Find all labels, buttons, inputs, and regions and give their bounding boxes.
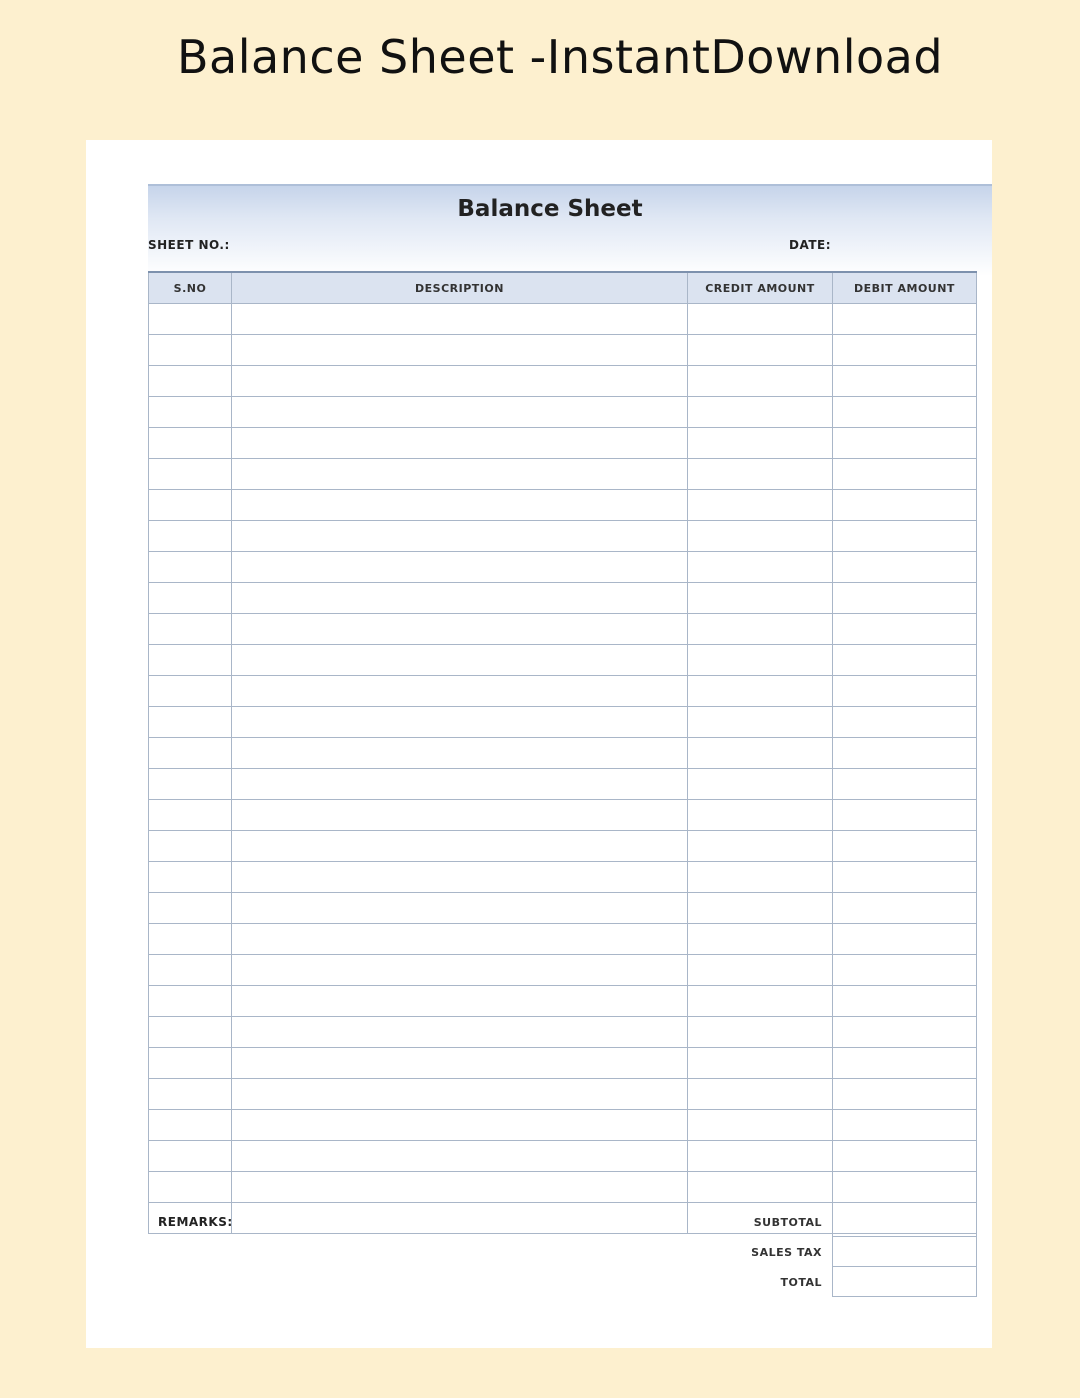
debit-amount-cell[interactable] — [832, 1048, 977, 1078]
sno-cell[interactable] — [148, 1172, 231, 1202]
sno-cell[interactable] — [148, 552, 231, 582]
description-cell[interactable] — [231, 366, 687, 396]
sno-cell[interactable] — [148, 1079, 231, 1109]
total-row — [714, 1267, 977, 1297]
credit-amount-cell[interactable] — [687, 1048, 832, 1078]
debit-amount-cell[interactable] — [832, 769, 977, 799]
description-cell[interactable] — [231, 1079, 687, 1109]
column-header-sno: S.NO — [148, 273, 231, 303]
debit-amount-cell[interactable] — [832, 614, 977, 644]
subtotal-field[interactable] — [832, 1207, 977, 1237]
sno-cell[interactable] — [148, 924, 231, 954]
credit-amount-cell[interactable] — [687, 738, 832, 768]
sno-cell[interactable] — [148, 614, 231, 644]
debit-amount-cell[interactable] — [832, 707, 977, 737]
debit-amount-cell[interactable] — [832, 862, 977, 892]
sno-cell[interactable] — [148, 335, 231, 365]
table-row — [148, 459, 977, 490]
sno-cell[interactable] — [148, 986, 231, 1016]
sno-cell[interactable] — [148, 955, 231, 985]
credit-amount-cell[interactable] — [687, 521, 832, 551]
debit-amount-cell[interactable] — [832, 986, 977, 1016]
description-cell[interactable] — [231, 583, 687, 613]
debit-amount-cell[interactable] — [832, 490, 977, 520]
description-cell[interactable] — [231, 552, 687, 582]
description-cell[interactable] — [231, 1203, 687, 1233]
sno-cell[interactable] — [148, 459, 231, 489]
debit-amount-cell[interactable] — [832, 304, 977, 334]
credit-amount-cell[interactable] — [687, 335, 832, 365]
description-cell[interactable] — [231, 335, 687, 365]
sno-cell[interactable] — [148, 1110, 231, 1140]
credit-amount-cell[interactable] — [687, 707, 832, 737]
subtotal-row — [714, 1207, 977, 1237]
table-row — [148, 1079, 977, 1110]
credit-amount-cell[interactable] — [687, 893, 832, 923]
sno-cell[interactable] — [148, 707, 231, 737]
debit-amount-cell[interactable] — [832, 1079, 977, 1109]
remarks-label: REMARKS: — [158, 1215, 233, 1229]
table-body — [148, 304, 977, 1234]
debit-amount-cell[interactable] — [832, 1141, 977, 1171]
debit-amount-cell[interactable] — [832, 583, 977, 613]
table-row — [148, 1048, 977, 1079]
description-cell[interactable] — [231, 645, 687, 675]
table-row — [148, 769, 977, 800]
column-header-debit: DEBIT AMOUNT — [832, 273, 977, 303]
sno-cell[interactable] — [148, 645, 231, 675]
credit-amount-cell[interactable] — [687, 1172, 832, 1202]
description-cell[interactable] — [231, 490, 687, 520]
credit-amount-cell[interactable] — [687, 986, 832, 1016]
description-cell[interactable] — [231, 707, 687, 737]
table-row — [148, 335, 977, 366]
table-row — [148, 1017, 977, 1048]
table-row — [148, 862, 977, 893]
debit-amount-cell[interactable] — [832, 335, 977, 365]
table-row — [148, 831, 977, 862]
sheet-title: Balance Sheet — [457, 196, 643, 222]
debit-amount-cell[interactable] — [832, 366, 977, 396]
table-row — [148, 1110, 977, 1141]
table-row — [148, 366, 977, 397]
date-label: DATE: — [789, 238, 831, 252]
table-row — [148, 397, 977, 428]
sno-cell[interactable] — [148, 769, 231, 799]
table-row — [148, 490, 977, 521]
sno-cell[interactable] — [148, 1048, 231, 1078]
total-field[interactable] — [832, 1267, 977, 1297]
description-cell[interactable] — [231, 1048, 687, 1078]
credit-amount-cell[interactable] — [687, 1110, 832, 1140]
sno-cell[interactable] — [148, 831, 231, 861]
table-row — [148, 521, 977, 552]
balance-sheet-page — [86, 140, 992, 1348]
credit-amount-cell[interactable] — [687, 583, 832, 613]
debit-amount-cell[interactable] — [832, 924, 977, 954]
table-row — [148, 986, 977, 1017]
sno-cell[interactable] — [148, 1141, 231, 1171]
sno-cell[interactable] — [148, 521, 231, 551]
sno-cell[interactable] — [148, 676, 231, 706]
debit-amount-cell[interactable] — [832, 893, 977, 923]
description-cell[interactable] — [231, 428, 687, 458]
totals-block — [714, 1207, 977, 1297]
table-row — [148, 738, 977, 769]
sno-cell[interactable] — [148, 428, 231, 458]
description-cell[interactable] — [231, 738, 687, 768]
debit-amount-cell[interactable] — [832, 1110, 977, 1140]
sno-cell[interactable] — [148, 862, 231, 892]
credit-amount-cell[interactable] — [687, 1141, 832, 1171]
debit-amount-cell[interactable] — [832, 459, 977, 489]
description-cell[interactable] — [231, 986, 687, 1016]
description-cell[interactable] — [231, 955, 687, 985]
sno-cell[interactable] — [148, 490, 231, 520]
credit-amount-cell[interactable] — [687, 769, 832, 799]
description-cell[interactable] — [231, 1141, 687, 1171]
credit-amount-cell[interactable] — [687, 1079, 832, 1109]
description-cell[interactable] — [231, 893, 687, 923]
sno-cell[interactable] — [148, 397, 231, 427]
credit-amount-cell[interactable] — [687, 614, 832, 644]
description-cell[interactable] — [231, 769, 687, 799]
description-cell[interactable] — [231, 1110, 687, 1140]
table-row — [148, 304, 977, 335]
description-cell[interactable] — [231, 800, 687, 830]
credit-amount-cell[interactable] — [687, 552, 832, 582]
table-row — [148, 428, 977, 459]
description-cell[interactable] — [231, 1172, 687, 1202]
credit-amount-cell[interactable] — [687, 1017, 832, 1047]
debit-amount-cell[interactable] — [832, 552, 977, 582]
debit-amount-cell[interactable] — [832, 738, 977, 768]
description-cell[interactable] — [231, 521, 687, 551]
description-cell[interactable] — [231, 831, 687, 861]
credit-amount-cell[interactable] — [687, 304, 832, 334]
sno-cell[interactable] — [148, 738, 231, 768]
sno-cell[interactable] — [148, 893, 231, 923]
table-row — [148, 583, 977, 614]
description-cell[interactable] — [231, 304, 687, 334]
debit-amount-cell[interactable] — [832, 800, 977, 830]
table-row — [148, 614, 977, 645]
description-cell[interactable] — [231, 676, 687, 706]
table-row — [148, 955, 977, 986]
debit-amount-cell[interactable] — [832, 676, 977, 706]
subtotal-label: SUBTOTAL — [753, 1215, 822, 1229]
total-label: TOTAL — [780, 1275, 822, 1289]
credit-amount-cell[interactable] — [687, 397, 832, 427]
debit-amount-cell[interactable] — [832, 1172, 977, 1202]
table-header-row — [148, 273, 977, 304]
sno-cell[interactable] — [148, 304, 231, 334]
table-row — [148, 645, 977, 676]
description-cell[interactable] — [231, 459, 687, 489]
sheet-no-label: SHEET NO.: — [148, 238, 230, 252]
description-cell[interactable] — [231, 397, 687, 427]
table-row — [148, 893, 977, 924]
debit-amount-cell[interactable] — [832, 397, 977, 427]
table-row — [148, 552, 977, 583]
credit-amount-cell[interactable] — [687, 676, 832, 706]
debit-amount-cell[interactable] — [832, 645, 977, 675]
debit-amount-cell[interactable] — [832, 428, 977, 458]
debit-amount-cell[interactable] — [832, 831, 977, 861]
sno-cell[interactable] — [148, 583, 231, 613]
table-row — [148, 707, 977, 738]
debit-amount-cell[interactable] — [832, 521, 977, 551]
credit-amount-cell[interactable] — [687, 800, 832, 830]
credit-amount-cell[interactable] — [687, 955, 832, 985]
credit-amount-cell[interactable] — [687, 366, 832, 396]
table-row — [148, 1141, 977, 1172]
credit-amount-cell[interactable] — [687, 428, 832, 458]
debit-amount-cell[interactable] — [832, 955, 977, 985]
sno-cell[interactable] — [148, 800, 231, 830]
description-cell[interactable] — [231, 862, 687, 892]
credit-amount-cell[interactable] — [687, 924, 832, 954]
sno-cell[interactable] — [148, 366, 231, 396]
description-cell[interactable] — [231, 924, 687, 954]
credit-amount-cell[interactable] — [687, 831, 832, 861]
table-row — [148, 1172, 977, 1203]
column-header-credit: CREDIT AMOUNT — [687, 273, 832, 303]
description-cell[interactable] — [231, 1017, 687, 1047]
sales-tax-field[interactable] — [832, 1237, 977, 1267]
credit-amount-cell[interactable] — [687, 490, 832, 520]
column-header-description: DESCRIPTION — [231, 273, 687, 303]
table-row — [148, 676, 977, 707]
debit-amount-cell[interactable] — [832, 1017, 977, 1047]
credit-amount-cell[interactable] — [687, 645, 832, 675]
sales-tax-label: SALES TAX — [751, 1245, 822, 1259]
sno-cell[interactable] — [148, 1017, 231, 1047]
promo-title: Balance Sheet -InstantDownload — [176, 30, 944, 84]
table-row — [148, 924, 977, 955]
credit-amount-cell[interactable] — [687, 862, 832, 892]
credit-amount-cell[interactable] — [687, 459, 832, 489]
table-row — [148, 800, 977, 831]
ledger-table — [148, 271, 977, 1234]
description-cell[interactable] — [231, 614, 687, 644]
sales-tax-row — [714, 1237, 977, 1267]
